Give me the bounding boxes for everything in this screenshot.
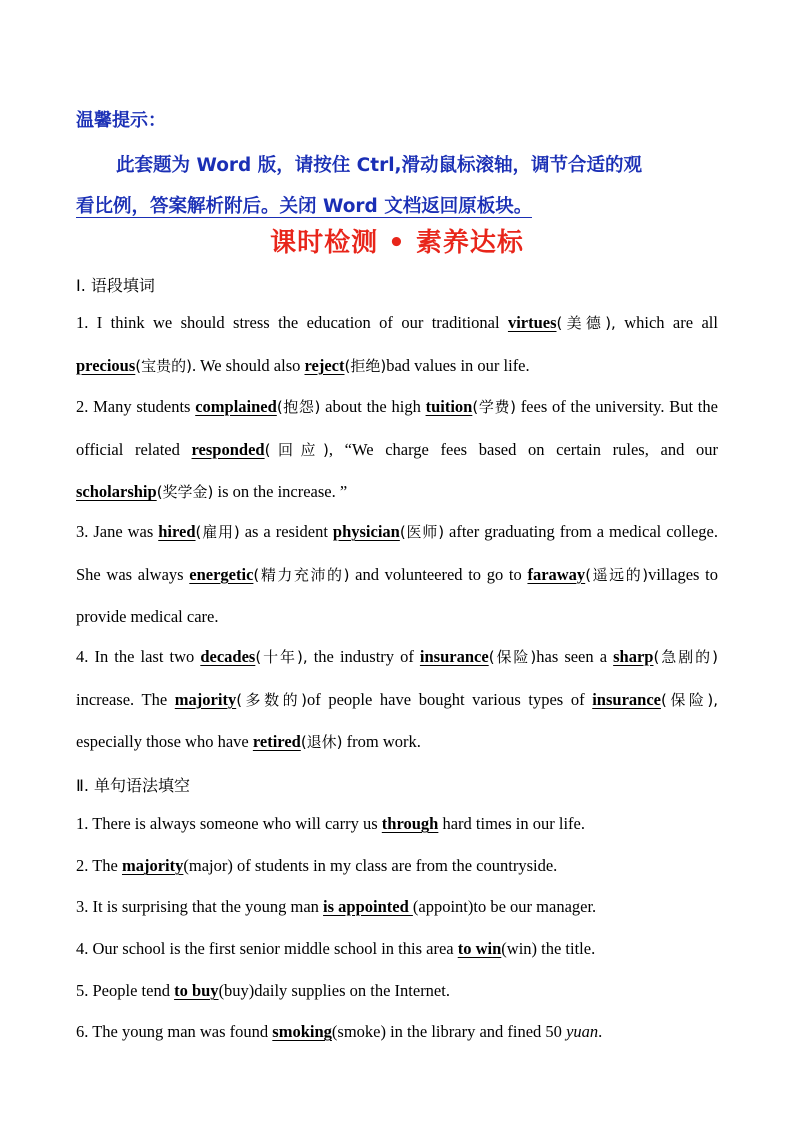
- answer: virtues: [507, 313, 557, 332]
- answer: is appointed: [323, 897, 413, 916]
- hint: (雇用): [195, 523, 240, 541]
- hint: (抱怨): [276, 398, 321, 416]
- text: after graduating from a medical college. She was always: [76, 522, 718, 584]
- answer: scholarship: [76, 482, 157, 502]
- hint: (医师): [399, 523, 445, 541]
- text: which are all: [615, 313, 718, 332]
- answer: majority: [121, 856, 184, 875]
- text: of people have bought various types of: [306, 689, 593, 709]
- tip-line-2: 看比例，答案解析附后。关闭 Word 文档返回原板块。: [76, 196, 533, 217]
- answer: reject: [304, 355, 345, 375]
- answer: retired: [252, 732, 301, 752]
- tip-title: 温馨提示：: [76, 110, 166, 131]
- text: 1. I think we should stress the education of our traditional: [76, 313, 508, 332]
- answer: precious: [76, 355, 136, 375]
- text: 2. Many students: [76, 397, 196, 416]
- text: (buy)daily supplies on the Internet.: [218, 981, 450, 1000]
- text: 4. Our school is the first senior middle school in this area: [76, 939, 458, 958]
- hint: (学费): [472, 398, 516, 416]
- text: fees of the university. But the official related: [76, 397, 718, 459]
- text: bad values in our life.: [386, 355, 530, 375]
- text: (major) of students in my class are from the countryside.: [183, 856, 558, 875]
- text: (win) the title.: [501, 939, 596, 958]
- answer: tuition: [425, 397, 473, 416]
- answer: faraway: [527, 564, 586, 584]
- hint: (宝贵的): [135, 356, 192, 375]
- text: hard times in our life.: [438, 814, 585, 833]
- answer: energetic: [189, 564, 254, 584]
- hint: (急剧的): [653, 648, 718, 666]
- text: 5. People tend: [76, 981, 175, 1000]
- hint: (多数的): [236, 690, 307, 709]
- part1-question-1: [76, 302, 718, 387]
- text: villages to provide medical care.: [76, 564, 718, 627]
- answer: decades: [200, 647, 256, 666]
- part1-question-3: [76, 511, 718, 638]
- tip-line-1: 此套题为 Word 版，请按住 Ctrl,滑动鼠标滚轴，调节合适的观: [116, 155, 643, 176]
- part1-question-4: [76, 636, 718, 764]
- text: the industry of: [307, 647, 420, 666]
- hint: (保险): [488, 648, 537, 666]
- part2-sentence-4: [76, 939, 736, 959]
- part1-question-2: [76, 386, 718, 514]
- answer: majority: [174, 689, 237, 709]
- text: from work.: [342, 732, 421, 752]
- text: (smoke) in the library and fined 50: [331, 1022, 567, 1041]
- currency-unit: yuan: [566, 1022, 599, 1041]
- answer: complained: [195, 397, 277, 416]
- answer: responded: [191, 439, 265, 459]
- tip-body: [76, 145, 721, 227]
- text: has seen a: [536, 647, 614, 666]
- answer: sharp: [613, 647, 654, 666]
- part2-sentence-3: [76, 897, 736, 917]
- part2-sentence-6: [76, 1022, 736, 1042]
- text: , “We charge fees based on certain rules, and our: [328, 439, 718, 459]
- text: 3. It is surprising that the young man: [76, 897, 324, 916]
- answer: through: [381, 814, 439, 833]
- answer: insurance: [419, 647, 489, 666]
- section-title: 课时检测 • 素养达标: [270, 228, 524, 258]
- part2-heading: Ⅱ. 单句语法填空: [76, 776, 191, 795]
- text: 2. The: [76, 856, 122, 875]
- text: 3. Jane was: [76, 522, 159, 541]
- hint: (奖学金): [156, 483, 214, 502]
- text: is on the increase. ”: [213, 482, 348, 502]
- text: as a resident: [239, 522, 333, 541]
- part2-sentence-5: [76, 981, 736, 1001]
- hint: (遥远的): [585, 565, 649, 584]
- text: .: [598, 1022, 603, 1041]
- hint: (美德),: [556, 314, 616, 332]
- text: and volunteered to go to: [349, 564, 528, 584]
- answer: insurance: [592, 689, 661, 709]
- text: 1. There is always someone who will carry us: [76, 814, 382, 833]
- part2-sentence-2: [76, 856, 736, 876]
- hint: (回应): [264, 440, 329, 459]
- text: about the high: [320, 397, 426, 416]
- hint: (拒绝): [344, 356, 387, 375]
- hint: (保险),: [660, 690, 718, 709]
- answer: to buy: [174, 981, 219, 1000]
- part2-sentence-1: [76, 814, 736, 834]
- hint: (十年),: [255, 648, 308, 666]
- text: (appoint)to be our manager.: [412, 897, 597, 916]
- text: 6. The young man was found: [76, 1022, 273, 1041]
- hint: (精力充沛的): [253, 565, 350, 584]
- text: 4. In the last two: [76, 647, 201, 666]
- text: . We should also: [192, 355, 305, 375]
- answer: to win: [457, 939, 502, 958]
- answer: hired: [158, 522, 196, 541]
- text: increase. The: [76, 689, 175, 709]
- text: especially those who have: [76, 732, 253, 752]
- answer: smoking: [272, 1022, 332, 1041]
- hint: (退休): [300, 733, 343, 752]
- part1-heading: Ⅰ. 语段填词: [76, 276, 155, 295]
- answer: physician: [332, 522, 400, 541]
